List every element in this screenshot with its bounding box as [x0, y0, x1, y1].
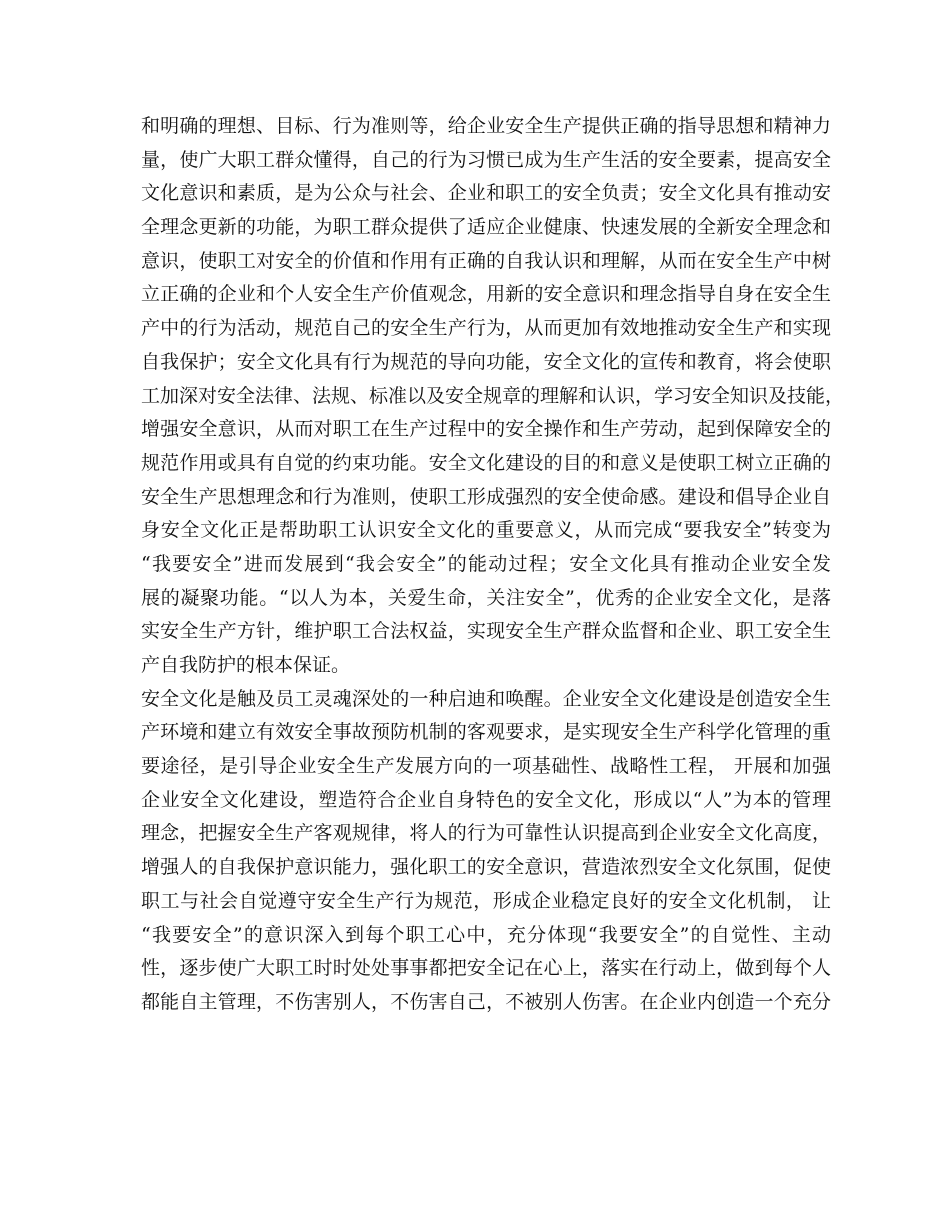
text-line: 工加深对安全法律、法规、标准以及安全规章的理解和认识，学习安全知识及技能， [141, 384, 845, 407]
text-line: “我要安全”的意识深入到每个职工心中，充分体现“我要安全”的自觉性、主动 [141, 923, 831, 946]
body-text [141, 110, 845, 1020]
text-line: 职工与社会自觉遵守安全生产行为规范，形成企业稳定良好的安全文化机制， 让 [141, 889, 831, 912]
text-line: 产中的行为活动，规范自己的安全生产行为，从而更加有效地推动安全生产和实现 [141, 317, 831, 340]
text-line: 性，逐步使广大职工时时处处事事都把安全记在心上，落实在行动上，做到每个人 [141, 957, 831, 980]
paragraph-end-line: 产自我防护的根本保证。 [141, 654, 351, 676]
text-line: “我要安全”进而发展到“我会安全”的能动过程；安全文化具有推动企业安全发 [141, 552, 831, 575]
text-line: 要途径，是引导企业安全生产发展方向的一项基础性、战略性工程， 开展和加强 [141, 755, 831, 778]
text-line: 企业安全文化建设，塑造符合企业自身特色的安全文化，形成以“人”为本的管理 [141, 788, 831, 811]
text-line: 安全生产思想理念和行为准则，使职工形成强烈的安全使命感。建设和倡导企业自 [141, 485, 831, 508]
text-line: 文化意识和素质，是为公众与社会、企业和职工的安全负责；安全文化具有推动安 [141, 182, 831, 205]
text-line: 产环境和建立有效安全事故预防机制的客观要求，是实现安全生产科学化管理的重 [141, 721, 831, 744]
text-line: 全理念更新的功能，为职工群众提供了适应企业健康、快速发展的全新安全理念和 [141, 216, 831, 239]
text-line: 量，使广大职工群众懂得，自己的行为习惯已成为生产生活的安全要素，提高安全 [141, 148, 831, 171]
text-line: 和明确的理想、目标、行为准则等，给企业安全生产提供正确的指导思想和精神力 [141, 115, 831, 137]
text-line: 身安全文化正是帮助职工认识安全文化的重要意义，从而完成“要我安全”转变为 [141, 519, 831, 542]
text-line: 立正确的企业和个人安全生产价值观念，用新的安全意识和理念指导自身在安全生 [141, 283, 831, 306]
text-line: 都能自主管理，不伤害别人，不伤害自己，不被别人伤害。在企业内创造一个充分 [141, 990, 831, 1013]
text-line: 自我保护；安全文化具有行为规范的导向功能，安全文化的宣传和教育，将会使职 [141, 350, 831, 373]
text-line: 意识，使职工对安全的价值和作用有正确的自我认识和理解，从而在安全生产中树 [141, 249, 831, 272]
text-line: 理念，把握安全生产客观规律，将人的行为可靠性认识提高到企业安全文化高度， [141, 822, 831, 845]
text-line: 实安全生产方针，维护职工合法权益，实现安全生产群众监督和企业、职工安全生 [141, 620, 831, 643]
text-line: 规范作用或具有自觉的约束功能。安全文化建设的目的和意义是使职工树立正确的 [141, 451, 831, 474]
text-line: 增强人的自我保护意识能力，强化职工的安全意识，营造浓烈安全文化氛围，促使 [141, 856, 831, 879]
text-line: 增强安全意识，从而对职工在生产过程中的安全操作和生产劳动，起到保障安全的 [141, 418, 831, 441]
text-line: 安全文化是触及员工灵魂深处的一种启迪和唤醒。企业安全文化建设是创造安全生 [141, 687, 831, 710]
text-line: 展的凝聚功能。“以人为本，关爱生命，关注安全”，优秀的企业安全文化，是落 [141, 586, 831, 609]
